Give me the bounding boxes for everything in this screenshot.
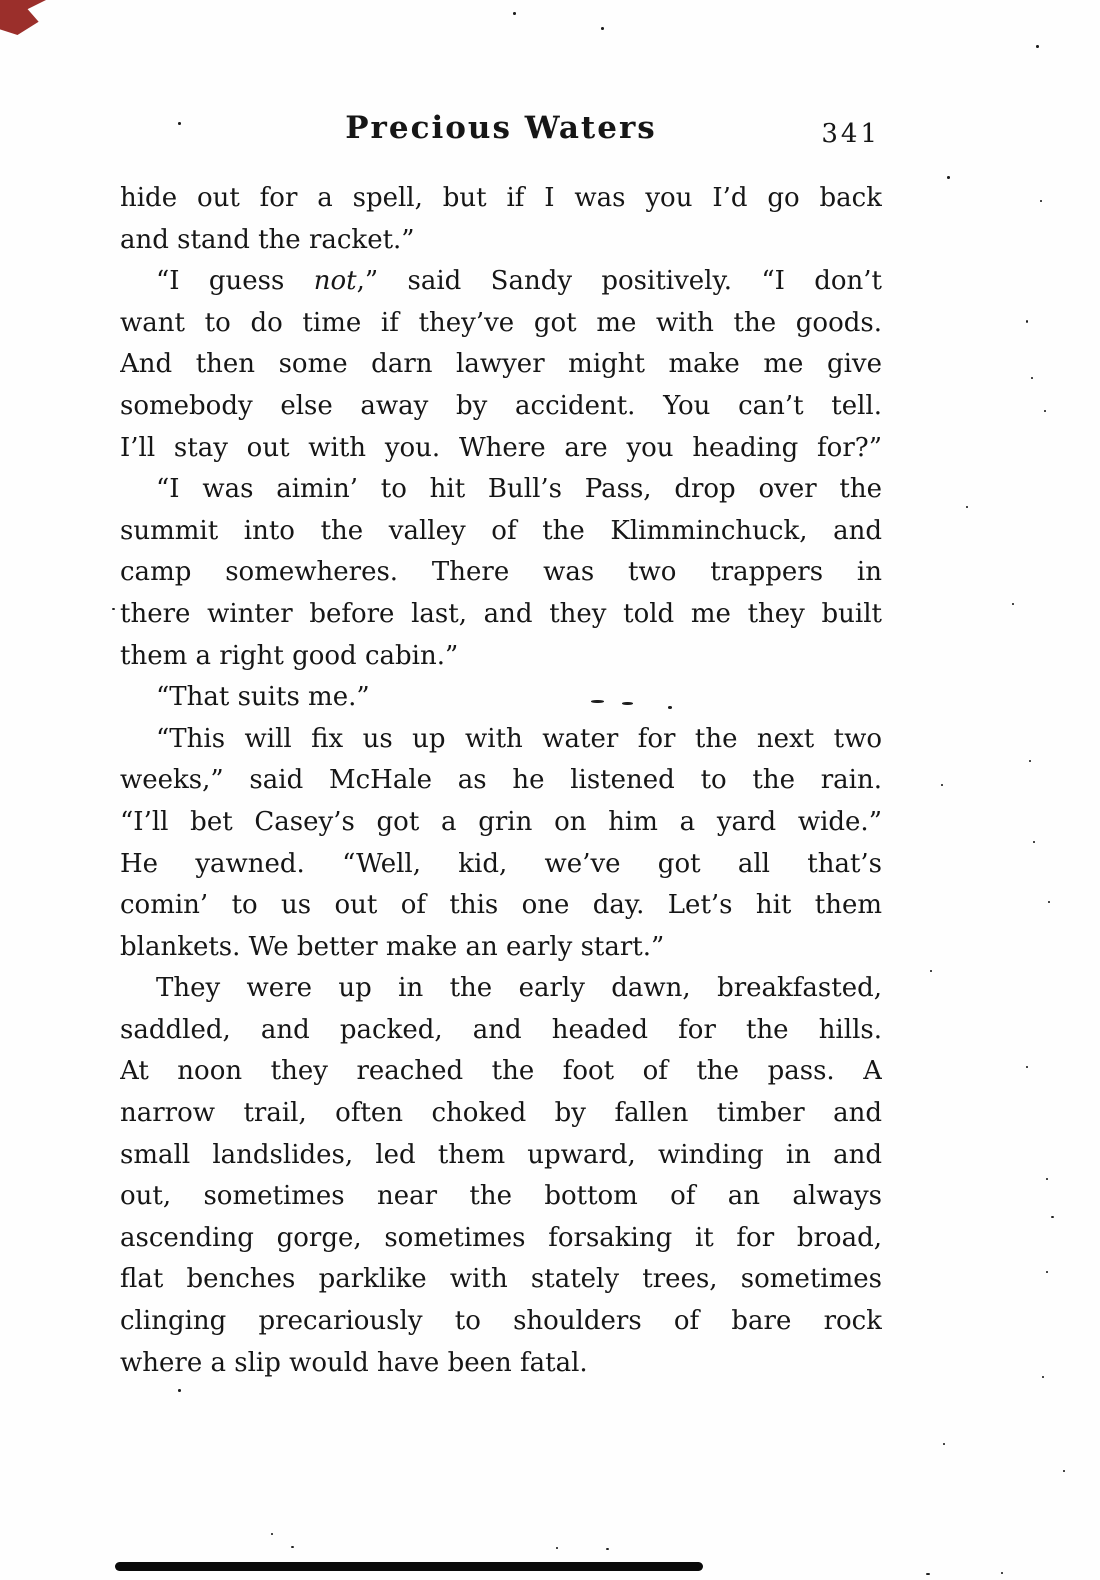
text-line: “That suits me.” xyxy=(156,682,370,713)
scan-speck xyxy=(1042,1376,1044,1378)
scan-speck xyxy=(966,506,968,508)
text-line: They were up in the early dawn, breakfasted, xyxy=(156,973,882,1004)
scan-speck xyxy=(112,608,115,610)
text-line: comin’ to us out of this one day. Let’s hit them xyxy=(120,890,882,921)
scan-speck xyxy=(1036,45,1039,48)
scan-speck xyxy=(1046,1178,1048,1180)
scan-speck xyxy=(947,176,950,179)
text-line: I’ll stay out with you. Where are you heading for?” xyxy=(120,432,882,463)
scan-speck xyxy=(556,1547,558,1549)
scan-speck xyxy=(943,1443,945,1445)
text-line: ascending gorge, sometimes forsaking it for broad, xyxy=(120,1222,882,1253)
scan-speck xyxy=(1029,760,1031,762)
page-number: 341 xyxy=(821,119,880,149)
scan-speck xyxy=(601,27,604,30)
scan-speck xyxy=(926,1573,930,1575)
scan-speck xyxy=(606,1548,609,1550)
text-line: out, sometimes near the bottom of an always xyxy=(120,1181,882,1212)
text-line: weeks,” said McHale as he listened to the rain. xyxy=(120,765,882,796)
body-text xyxy=(120,178,882,1384)
bottom-bar-artifact xyxy=(115,1562,703,1571)
page-header xyxy=(120,110,882,158)
scan-speck xyxy=(930,970,932,972)
text-line: At noon they reached the foot of the pass. A xyxy=(120,1056,882,1087)
text-line: and stand the racket.” xyxy=(120,224,415,255)
scan-speck xyxy=(178,1389,181,1392)
corner-mark-artifact xyxy=(0,0,46,35)
text-line: there winter before last, and they told me they built xyxy=(120,598,882,629)
scan-speck xyxy=(941,784,943,786)
text-line: blankets. We better make an early start.” xyxy=(120,931,665,962)
text-line: where a slip would have been fatal. xyxy=(120,1347,588,1378)
text-line: And then some darn lawyer might make me give xyxy=(120,349,882,380)
text-line: clinging precariously to shoulders of bare rock xyxy=(120,1306,882,1337)
text-line: them a right good cabin.” xyxy=(120,640,459,671)
scan-speck xyxy=(1048,901,1050,903)
text-line: saddled, and packed, and headed for the hills. xyxy=(120,1014,882,1045)
scan-speck xyxy=(291,1546,294,1548)
scan-speck xyxy=(1063,1470,1065,1472)
text-line: hide out for a spell, but if I was you I’d go back xyxy=(120,183,882,213)
text-line: summit into the valley of the Klimminchuck, and xyxy=(120,515,882,546)
scan-speck xyxy=(513,12,516,15)
scan-speck xyxy=(1012,603,1014,605)
text-line: flat benches parklike with stately trees, sometimes xyxy=(120,1264,882,1295)
scan-speck xyxy=(1001,1572,1003,1574)
text-line: narrow trail, often choked by fallen timber and xyxy=(120,1098,882,1129)
scan-speck xyxy=(1046,1271,1048,1273)
running-head-title: Precious Waters xyxy=(345,110,657,146)
scan-speck xyxy=(1040,200,1042,202)
text-line: want to do time if they’ve got me with the goods. xyxy=(120,307,882,338)
scan-speck xyxy=(1031,377,1033,379)
text-line: “I was aimin’ to hit Bull’s Pass, drop over the xyxy=(156,474,882,505)
scan-speck xyxy=(1044,410,1046,412)
text-line: He yawned. “Well, kid, we’ve got all that’s xyxy=(120,848,882,879)
text-line: “I guess not,” said Sandy positively. “I don’t xyxy=(156,266,882,297)
text-line: somebody else away by accident. You can’t tell. xyxy=(120,390,882,421)
text-line: “I’ll bet Casey’s got a grin on him a yard wide.” xyxy=(120,806,882,837)
scan-speck xyxy=(271,1533,273,1535)
scan-speck xyxy=(1026,1066,1028,1068)
scan-speck xyxy=(1051,1216,1054,1218)
scan-speck xyxy=(1033,841,1035,843)
scan-speck xyxy=(1026,320,1028,323)
text-line: camp somewheres. There was two trappers in xyxy=(120,557,882,588)
text-line: small landslides, led them upward, winding in and xyxy=(120,1139,882,1170)
text-line: “This will fix us up with water for the next two xyxy=(156,723,882,754)
